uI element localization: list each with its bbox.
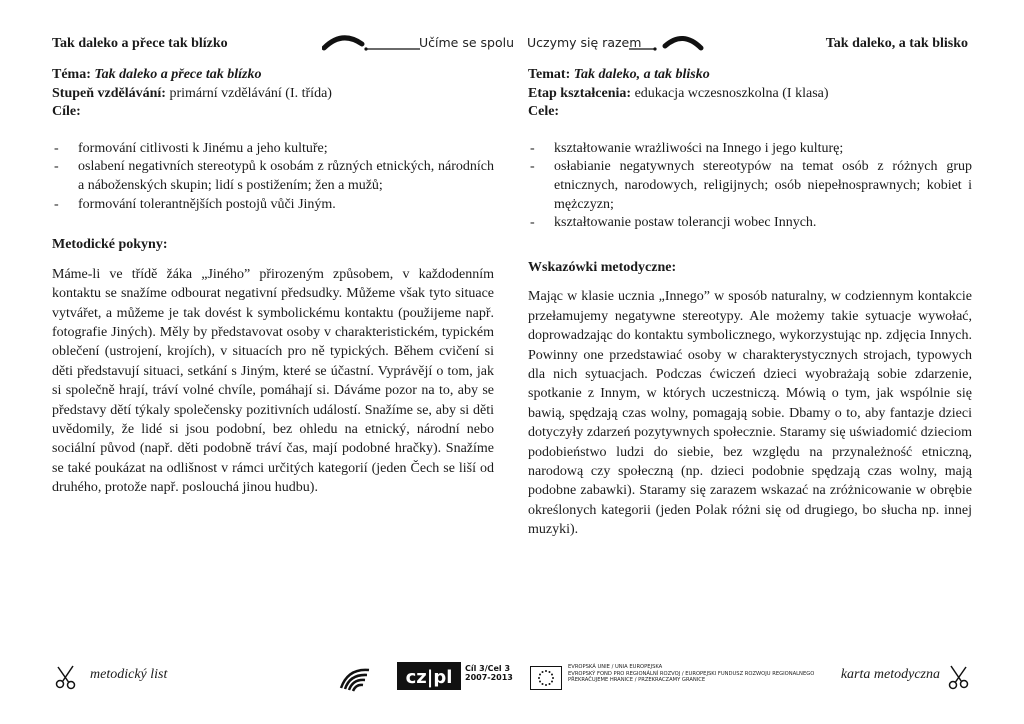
method-heading: Wskazówki metodyczne: <box>528 259 677 275</box>
list-item: - oslabení negativních stereotypů k osobám z různých etnických, národních a náboženských skupin; lidí s postižením; žen a mužů; <box>52 158 494 195</box>
eu-flag-icon <box>530 666 562 690</box>
header-title-cz: Tak daleko a přece tak blízko <box>52 36 228 51</box>
level-label: Stupeň vzdělávání: <box>52 85 166 101</box>
footer-label-pl: karta metodyczna <box>840 667 940 682</box>
topic-value: Tak daleko, a tak blisko <box>573 67 710 82</box>
euroregion-logo-icon <box>338 662 372 692</box>
logo-pl-text: Uczymy się razem <box>527 35 642 50</box>
eu-text-line: EVROPSKÁ UNIE / UNIA EUROPEJSKA <box>568 664 663 670</box>
goals-label: Cele: <box>528 104 560 120</box>
program-goal: Cíl 3/Cel 3 <box>465 664 511 673</box>
arc-logo-icon <box>627 30 707 56</box>
topic-label: Téma: <box>52 67 91 82</box>
header-title-pl: Tak daleko, a tak blisko <box>825 36 968 51</box>
topic-value: Tak daleko a přece tak blízko <box>94 67 262 82</box>
method-paragraph: Máme-li ve třídě žáka „Jiného” přirozeným způsobem, v každodenním kontaktu se snažíme odbourat negativní předsudky. Můžeme však tyto situace vytvářet, a můžeme je tak dovést k symbolickému kontaktu (použijeme např. fotografie Jiných). Měly by představovat osoby v charakteristickém, typickém oblečení (ustrojení, krojích), v situacích pro ně typických. Během cvičení si děti představují situaci, setkání s Jiným, které se účastní. Vyprávějí o tom, jak si společně hrají, tráví volné chvíle, pomáhají si. Dáváme pozor na to, aby se představy dětí týkaly společensky pozitivních událostí. Snažíme se, aby si děti uvědomily, že lidé si jsou podobní, bez ohledu na etnický, národní nebo sociální původ (např. děti podobně tráví čas, mají podobné hračky). Snažíme se také poukázat na odlišnost v rámci určitých kategorií (jeden Čech se liší od druhého, protože např. poslouchá jinou hudbu). <box>52 266 494 496</box>
eu-text-line: PŘEKRAČUJEME HRANICE / PRZEKRACZAMY GRANICE <box>568 677 706 684</box>
program-years: 2007-2013 <box>465 673 513 682</box>
level-line <box>528 85 972 104</box>
scissors-icon <box>946 664 970 690</box>
list-item: - kształtowanie postaw tolerancji wobec Innych. <box>528 214 972 233</box>
czpl-logo-icon <box>397 662 461 690</box>
list-item: - osłabianie negatywnych stereotypów na temat osób z różnych grup etnicznych, narodowych, religijnych; osób niepełnosprawnych; kobiet i mężczyzn; <box>528 158 972 214</box>
czpl-logo-text: cz|pl <box>405 667 453 688</box>
scissors-icon <box>54 664 78 690</box>
topic-line <box>528 66 972 85</box>
program-label <box>465 664 513 682</box>
list-item: - kształtowanie wrażliwości na Innego i jego kulturę; <box>528 140 972 159</box>
list-item: - formování tolerantnějších postojů vůči Jiným. <box>52 196 494 215</box>
level-label: Etap kształcenia: <box>528 85 632 101</box>
method-paragraph: Mając w klasie ucznia „Innego” w sposób naturalny, w codziennym kontakcie przełamujemy negatywne stereotypy. Ale możemy takie sytuacje wywołać, doprowadzając do kontaktu symbolicznego, wykorzystując np. zdjęcia Innych. Powinny one przedstawiać osoby w charakterystycznych strojach, typowych dla nich sytuacjach. Podczas ćwiczeń dzieci wyobrażają sobie zdarzenie, spotkanie z Innym, w których uczestniczą. Mówią o tym, jak wspólnie się bawią, spędzają czas wolny, pomagają sobie. Dbamy o to, aby fantazje dzieci dotyczyły zdarzeń pozytywnych społecznie. Staramy się uświadomić dzieciom podobieństwo ludzi do siebie, bez względu na przynależność etniczną, narodową czy społeczną (np. dzieci podobnie spędzają czas wolny, mają podobne zabawki). Staramy się zarazem wskazać na zróżnicowanie w obrębie określonych kategorii (jeden Polak różni się od drugiego, bo słucha np. innej muzyki). <box>528 289 972 538</box>
logo-uczymy-sie-razem <box>527 30 707 56</box>
goals-label: Cíle: <box>52 104 81 120</box>
arc-logo-icon <box>322 30 422 56</box>
eu-funding-text <box>568 664 814 684</box>
goals-list <box>52 140 494 214</box>
topic-label: Temat: <box>528 67 571 82</box>
level-value: edukacja wczesnoszkolna (I klasa) <box>634 85 829 101</box>
topic-line <box>52 66 494 85</box>
column-czech <box>52 66 494 498</box>
goals-list <box>528 140 972 233</box>
column-polish <box>528 66 972 540</box>
method-heading: Metodické pokyny: <box>52 237 168 253</box>
level-line <box>52 85 494 104</box>
logo-cz-text: Učíme se spolu <box>419 35 515 50</box>
logo-ucime-se-spolu <box>322 30 515 56</box>
level-value: primární vzdělávání (I. třída) <box>169 85 332 101</box>
eu-text-line: EVROPSKÝ FOND PRO REGIONÁLNÍ ROZVOJ / EUROPEJSKI FUNDUSZ ROZWOJU REGIONALNEGO <box>568 670 815 677</box>
footer-label-cz: metodický list <box>90 667 168 682</box>
list-item: - formování citlivosti k Jinému a jeho kultuře; <box>52 140 494 159</box>
